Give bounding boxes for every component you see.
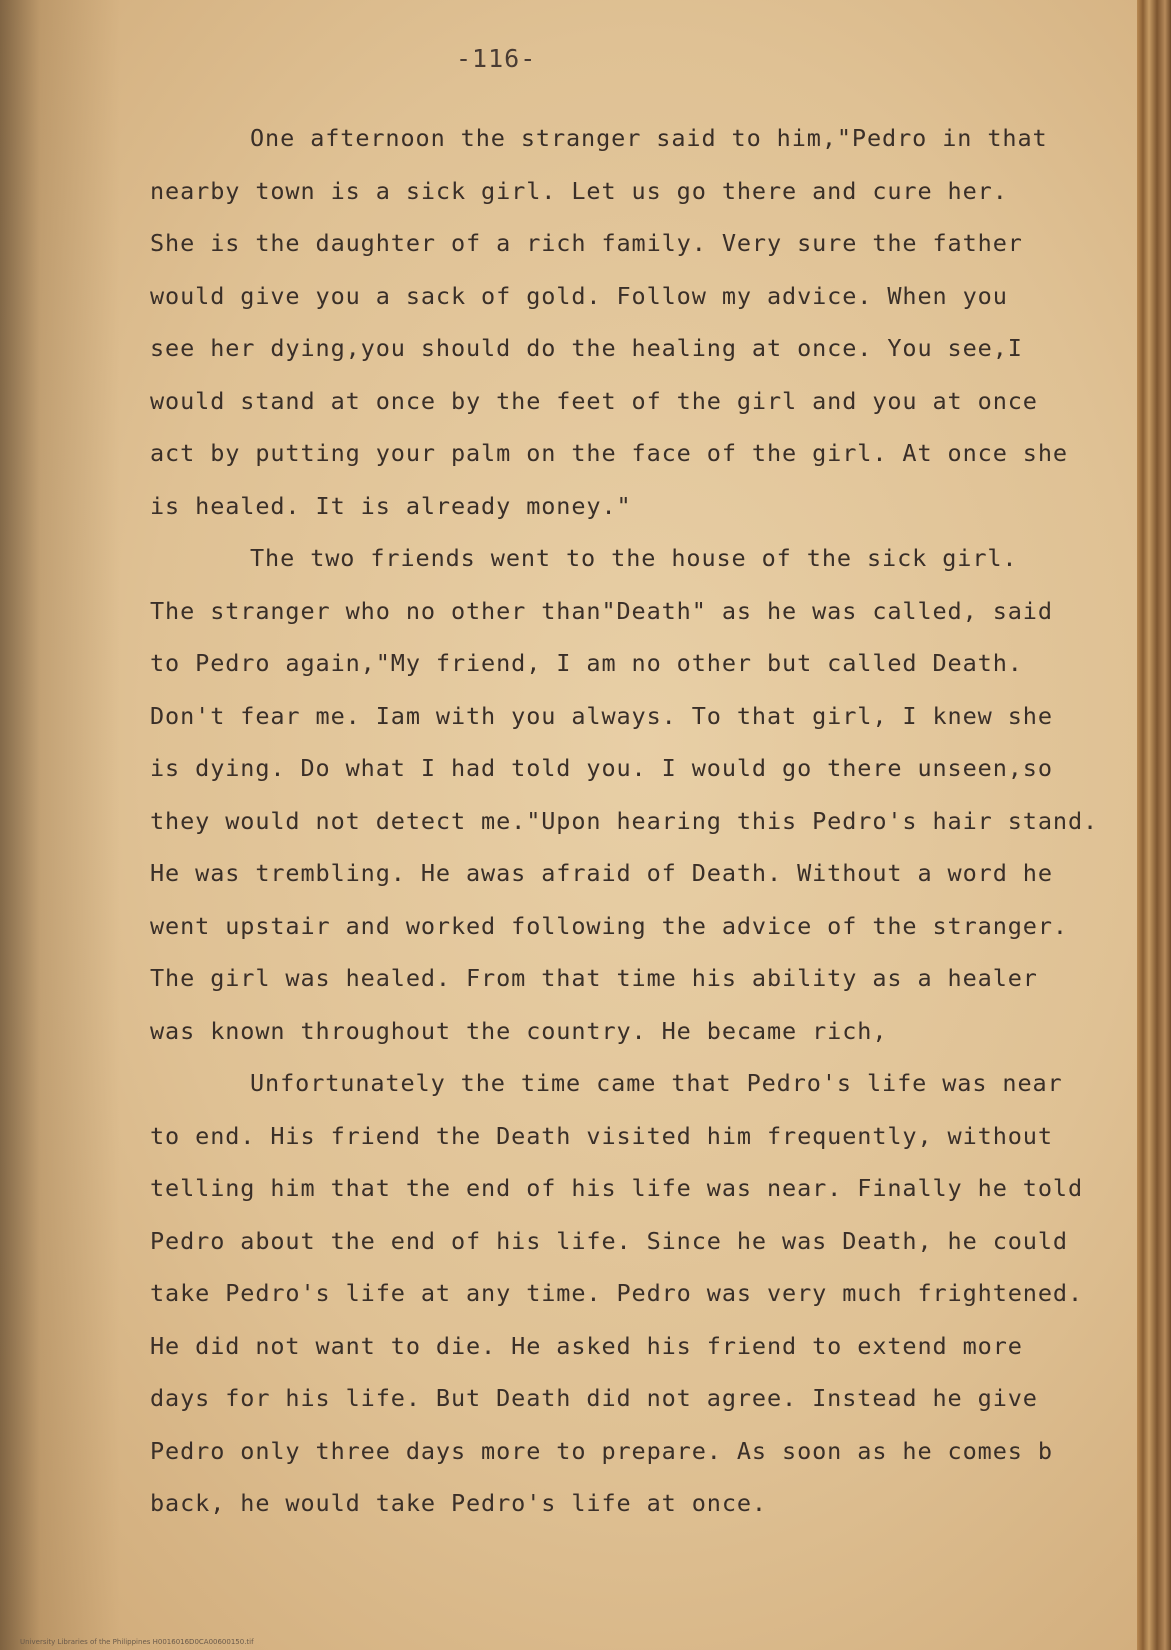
text-line: telling him that the end of his life was near. Finally he told (150, 1174, 1083, 1202)
text-line: back, he would take Pedro's life at once. (150, 1489, 767, 1517)
text-line: Pedro only three days more to prepare. As soon as he comes b (150, 1436, 1053, 1465)
text-line: to Pedro again,"My friend, I am no other but called Death. (150, 649, 1023, 677)
text-line: is healed. It is already money." (150, 491, 632, 520)
text-line: is dying. Do what I had told you. I would go there unseen,so (150, 754, 1053, 782)
text-line: He did not want to die. He asked his friend to extend more (150, 1331, 1023, 1360)
text-line: act by putting your palm on the face of the girl. At once she (150, 439, 1068, 467)
text-line: see her dying,you should do the healing at once. You see,I (150, 334, 1023, 362)
text-line: was known throughout the country. He became rich, (150, 1016, 888, 1045)
text-line: She is the daughter of a rich family. Very sure the father (150, 229, 1023, 257)
text-line: The stranger who no other than"Death" as he was called, said (150, 596, 1053, 625)
text-line: Pedro about the end of his life. Since he was Death, he could (150, 1226, 1068, 1255)
text-line: went upstair and worked following the advice of the stranger. (150, 911, 1068, 940)
text-line: would give you a sack of gold. Follow my advice. When you (150, 281, 1008, 310)
text-line: One afternoon the stranger said to him,"Pedro in that (250, 124, 1048, 152)
text-line: Unfortunately the time came that Pedro's life was near (250, 1069, 1063, 1097)
text-line: Don't fear me. Iam with you always. To that girl, I knew she (150, 701, 1053, 730)
text-line: take Pedro's life at any time. Pedro was very much frightened. (150, 1279, 1083, 1307)
text-line: The two friends went to the house of the sick girl. (250, 544, 1018, 572)
archive-footer-stamp: University Libraries of the Philippines H0016016D0CA00600150.tif (20, 1638, 254, 1646)
text-line: days for his life. But Death did not agree. Instead he give (150, 1384, 1038, 1412)
text-line: would stand at once by the feet of the girl and you at once (150, 386, 1038, 415)
text-line: nearby town is a sick girl. Let us go there and cure her. (150, 176, 1008, 205)
text-line: to end. His friend the Death visited him frequently, without (150, 1121, 1053, 1150)
text-line: they would not detect me."Upon hearing this Pedro's hair stand. (150, 806, 1099, 835)
page-number: -116- (456, 44, 537, 73)
book-binding-edge (1137, 0, 1171, 1650)
text-line: The girl was healed. From that time his ability as a healer (150, 964, 1038, 992)
body-text (150, 112, 1130, 1530)
text-line: He was trembling. He awas afraid of Death. Without a word he (150, 859, 1053, 887)
